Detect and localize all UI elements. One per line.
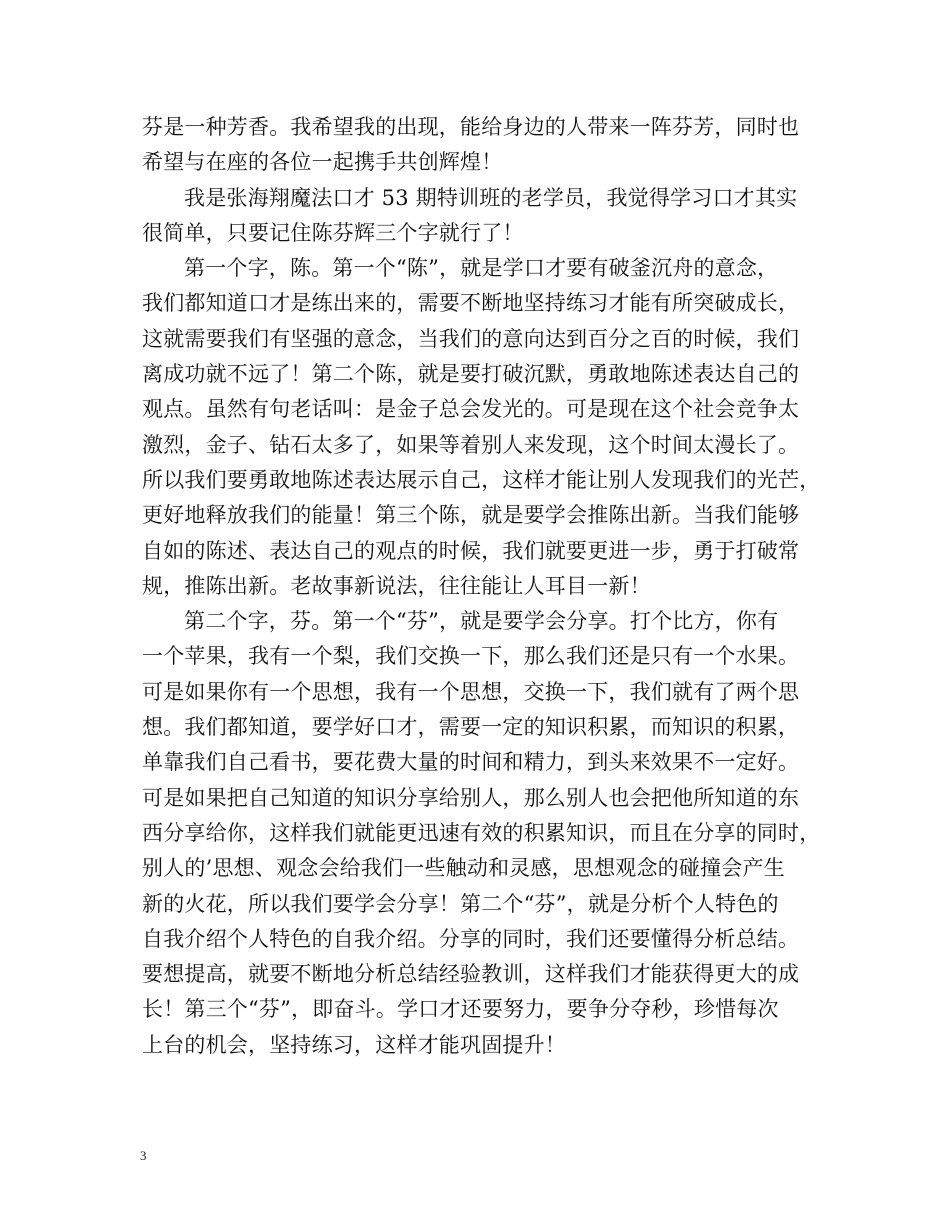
document-body [142, 110, 821, 1063]
text-line: 想。我们都知道，要学好口才，需要一定的知识积累，而知识的积累， [142, 715, 800, 740]
text-line: 要想提高，就要不断地分析总结经验教训，这样我们才能获得更大的成 [142, 962, 800, 987]
text-line: 长！第三个“芬”，即奋斗。学口才还要努力，要争分夺秒，珍惜每次 [142, 997, 779, 1022]
text-line: 我们都知道口才是练出来的，需要不断地坚持练习才能有所突破成长， [142, 291, 800, 316]
text-line: 希望与在座的各位一起携手共创辉煌！ [142, 150, 503, 175]
text-line: 这就需要我们有坚强的意念，当我们的意向达到百分之百的时候，我们 [142, 326, 800, 351]
text-line: 所以我们要勇敢地陈述表达展示自己，这样才能让别人发现我们的光芒， [142, 467, 821, 492]
text-line: 观点。虽然有句老话叫：是金子总会发光的。可是现在这个社会竞争太 [142, 397, 800, 422]
text-line: 规，推陈出新。老故事新说法，往往能让人耳目一新！ [142, 573, 651, 598]
text-line: 芬是一种芳香。我希望我的出现，能给身边的人带来一阵芬芳，同时也 [142, 115, 800, 139]
text-line: 单靠我们自己看书，要花费大量的时间和精力，到头来效果不一定好。 [142, 750, 800, 775]
text-line: 西分享给你，这样我们就能更迅速有效的积累知识，而且在分享的同时， [142, 820, 821, 845]
text-line: 离成功就不远了！第二个陈，就是要打破沉默，勇敢地陈述表达自己的 [142, 362, 800, 387]
text-line: 一个苹果，我有一个梨，我们交换一下，那么我们还是只有一个水果。 [142, 644, 800, 669]
text-line: 可是如果把自己知道的知识分享给别人，那么别人也会把他所知道的东 [142, 785, 800, 810]
text-line: 新的火花，所以我们要学会分享！第二个“芬”，就是分析个人特色的 [142, 891, 779, 916]
text-line: 第二个字，芬。第一个“芬”，就是要学会分享。打个比方，你有 [184, 609, 779, 634]
text-line: 我是张海翔魔法口才 53 期特训班的老学员，我觉得学习口才其实 [184, 185, 798, 210]
text-line: 别人的’思想、观念会给我们一些触动和灵感，思想观念的碰撞会产生 [142, 856, 785, 881]
text-line: 更好地释放我们的能量！第三个陈，就是要学会推陈出新。当我们能够 [142, 503, 800, 528]
text-line: 自如的陈述、表达自己的观点的时候，我们就要更进一步，勇于打破常 [142, 538, 800, 563]
text-line: 很简单，只要记住陈芬辉三个字就行了！ [142, 220, 524, 245]
page-number: 3 [140, 1148, 147, 1163]
text-line: 可是如果你有一个思想，我有一个思想，交换一下，我们就有了两个思 [142, 679, 800, 704]
text-line: 第一个字，陈。第一个“陈”，就是学口才要有破釜沉舟的意念， [184, 256, 779, 281]
text-line: 激烈，金子、钻石太多了，如果等着别人来发现，这个时间太漫长了。 [142, 432, 800, 457]
text-line: 自我介绍个人特色的自我介绍。分享的同时，我们还要懂得分析总结。 [142, 926, 800, 951]
text-line: 上台的机会，坚持练习，这样才能巩固提升！ [142, 1032, 566, 1057]
